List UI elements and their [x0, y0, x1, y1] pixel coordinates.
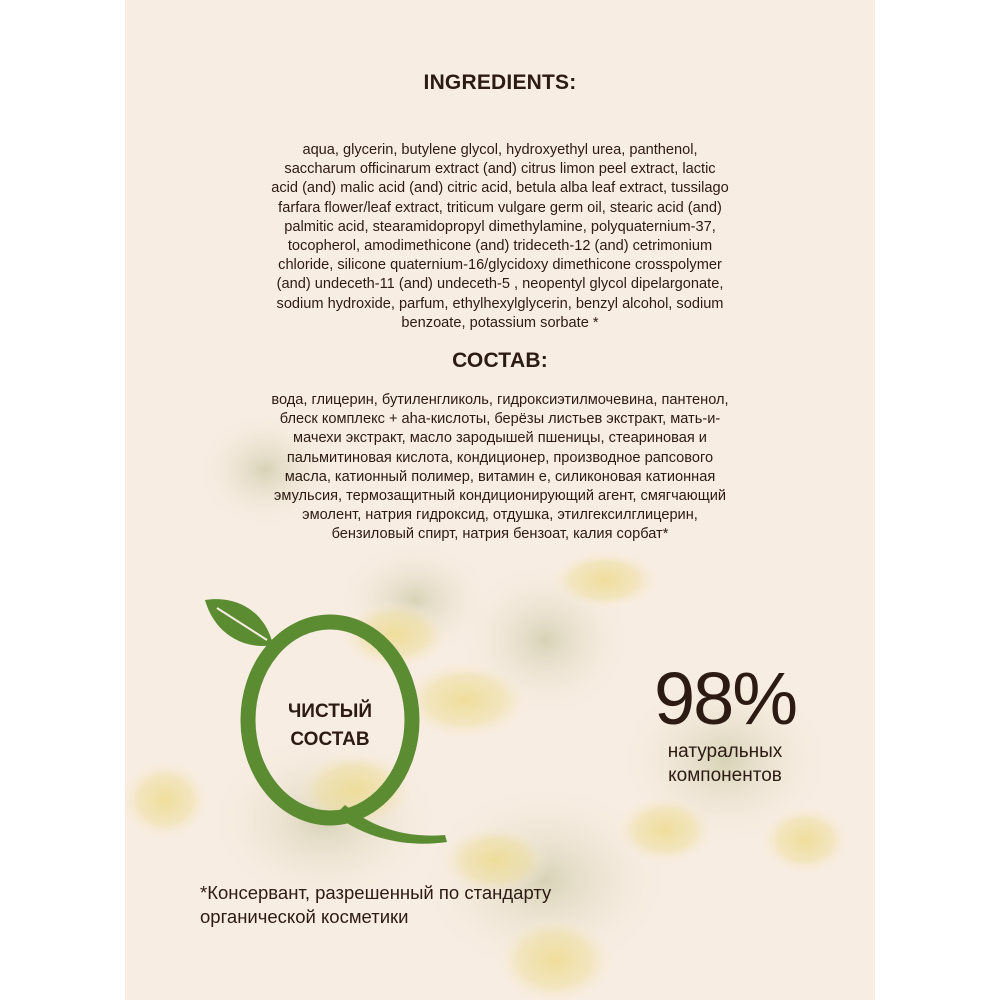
text-line: блеск комплекс + aha-кислоты, берёзы листьев экстракт, мать-и-	[279, 411, 721, 428]
text-line: benzoate, potassium sorbate *	[401, 314, 599, 331]
text-line: масла, катионный полимер, витамин е, силиконовая катионная	[284, 468, 716, 485]
text-line: (and) undeceth-11 (and) undeceth-5 , neopentyl glycol dipelargonate,	[276, 276, 724, 293]
clean-composition-badge	[270, 698, 390, 754]
text-line: chloride, silicone quaternium-16/glycidoxy dimethicone crosspolymer	[278, 257, 722, 274]
text-line: бензиловый спирт, натрия бензоат, калия сорбат*	[331, 526, 669, 543]
text-line: мачехи экстракт, масло зародышей пшеницы, стеариновая и	[293, 430, 707, 447]
text-line: saccharum officinarum extract (and) citrus limon peel extract, lactic	[284, 161, 716, 178]
text-line: acid (and) malic acid (and) citric acid, betula alba leaf extract, tussilago	[271, 180, 729, 197]
text-line: вода, глицерин, бутиленгликоль, гидроксиэтилмочевина, пантенол,	[271, 392, 729, 408]
text-line: sodium hydroxide, parfum, ethylhexylglycerin, benzyl alcohol, sodium	[276, 295, 724, 312]
badge-line-2: СОСТАВ	[290, 729, 370, 750]
text-line: palmitic acid, stearamidopropyl dimethylamine, polyquaternium-37,	[284, 218, 716, 235]
natural-percent-caption	[635, 740, 815, 788]
text-line: эмолент, натрия гидроксид, отдушка, этилгексилглицерин,	[302, 507, 698, 524]
natural-percent-value: 98%	[653, 657, 797, 740]
footnote-line-1: *Консервант, разрешенный по стандарту	[200, 882, 552, 903]
text-line: aqua, glycerin, butylene glycol, hydroxyethyl urea, panthenol,	[302, 142, 698, 158]
sostav-heading: СОСТАВ:	[452, 349, 548, 372]
ingredients-heading: INGREDIENTS:	[423, 71, 577, 94]
footnote-line-2: органической косметики	[200, 906, 409, 927]
text-line: эмульсия, термозащитный кондиционирующий агент, смягчающий	[273, 488, 727, 505]
stat-line-2: компонентов	[668, 765, 782, 786]
badge-line-1: ЧИСТЫЙ	[287, 701, 373, 722]
text-line: farfara flower/leaf extract, triticum vulgare germ oil, stearic acid (and)	[278, 199, 722, 216]
text-line: пальмитиновая кислота, кондиционер, производное рапсового	[286, 449, 714, 466]
ingredients-panel	[125, 0, 875, 1000]
stat-line-1: натуральных	[667, 741, 783, 762]
sostav-list	[125, 391, 875, 545]
ingredients-list	[125, 141, 875, 333]
preservative-footnote	[200, 881, 760, 929]
text-line: tocopherol, amodimethicone (and) trideceth-12 (and) cetrimonium	[287, 238, 713, 255]
